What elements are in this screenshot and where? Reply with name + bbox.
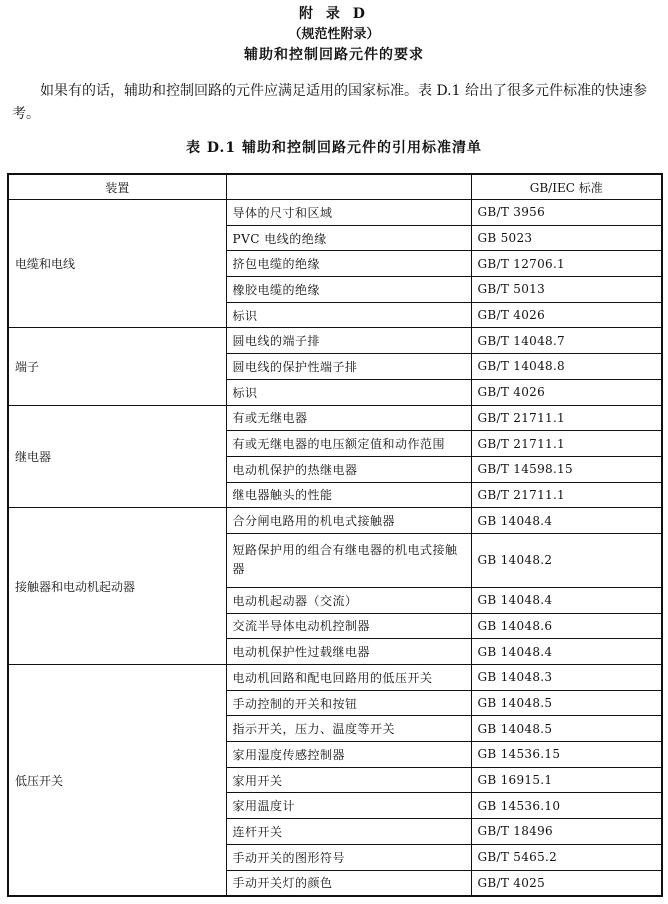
standard-code: GB 14048.4	[471, 587, 662, 613]
standard-code: GB/T 14598.15	[471, 456, 662, 482]
component-item: 手动开关灯的颜色	[226, 870, 471, 896]
standard-code: GB 5023	[471, 225, 662, 251]
device-category: 端子	[8, 328, 226, 405]
device-category: 低压开关	[8, 665, 226, 897]
standard-code: GB 16915.1	[471, 767, 662, 793]
standard-code: GB 14048.3	[471, 665, 662, 691]
component-item: 导体的尺寸和区域	[226, 200, 471, 226]
standard-code: GB 14048.5	[471, 690, 662, 716]
component-item: 电动机保护的热继电器	[226, 456, 471, 482]
standard-code: GB/T 21711.1	[471, 482, 662, 508]
table-row	[8, 200, 662, 226]
component-item: 短路保护用的组合有继电器的机电式接触器	[226, 533, 471, 587]
table-row	[8, 665, 662, 691]
standard-code: GB 14048.5	[471, 716, 662, 742]
component-item: 继电器触头的性能	[226, 482, 471, 508]
standard-code: GB/T 21711.1	[471, 431, 662, 457]
table-header-row	[8, 174, 662, 200]
standard-code: GB 14048.4	[471, 639, 662, 665]
component-item: 橡胶电缆的绝缘	[226, 277, 471, 303]
header-device: 装置	[8, 174, 226, 200]
component-item: 圆电线的端子排	[226, 328, 471, 354]
annex-title: 辅助和控制回路元件的要求	[244, 47, 424, 63]
component-item: 标识	[226, 302, 471, 328]
device-category: 电缆和电线	[8, 200, 226, 328]
standard-code: GB/T 12706.1	[471, 251, 662, 277]
component-item: 标识	[226, 379, 471, 405]
device-category: 继电器	[8, 405, 226, 508]
standard-code: GB 14536.15	[471, 742, 662, 768]
component-item: 手动开关的图形符号	[226, 844, 471, 870]
component-item: 手动控制的开关和按钮	[226, 690, 471, 716]
table-row	[8, 405, 662, 431]
component-item: 家用温度计	[226, 793, 471, 819]
table-caption: 表 D.1 辅助和控制回路元件的引用标准清单	[185, 140, 482, 156]
header-item	[226, 174, 471, 200]
annex-label: 附 录 D	[299, 6, 369, 22]
component-item: 挤包电缆的绝缘	[226, 251, 471, 277]
component-item: 连杆开关	[226, 819, 471, 845]
standard-code: GB/T 3956	[471, 200, 662, 226]
component-item: 合分闸电路用的机电式接触器	[226, 508, 471, 534]
intro-paragraph: 如果有的话，辅助和控制回路的元件应满足适用的国家标准。表 D.1 给出了很多元件标准的快速参考。	[12, 83, 647, 122]
standard-code: GB/T 5465.2	[471, 844, 662, 870]
standards-table	[7, 173, 663, 897]
component-item: PVC 电线的绝缘	[226, 225, 471, 251]
standard-code: GB 14048.6	[471, 613, 662, 639]
component-item: 电动机回路和配电回路用的低压开关	[226, 665, 471, 691]
header-standard: GB/IEC 标准	[471, 174, 662, 200]
component-item: 家用湿度传感控制器	[226, 742, 471, 768]
component-item: 指示开关，压力、温度等开关	[226, 716, 471, 742]
standard-code: GB/T 21711.1	[471, 405, 662, 431]
standard-code: GB/T 18496	[471, 819, 662, 845]
standard-code: GB 14048.2	[471, 533, 662, 587]
normative-label: （规范性附录）	[288, 27, 380, 42]
standard-code: GB/T 4026	[471, 302, 662, 328]
table-row	[8, 508, 662, 534]
standard-code: GB/T 14048.8	[471, 354, 662, 380]
standard-code: GB 14536.10	[471, 793, 662, 819]
standard-code: GB/T 5013	[471, 277, 662, 303]
component-item: 有或无继电器的电压额定值和动作范围	[226, 431, 471, 457]
standard-code: GB/T 14048.7	[471, 328, 662, 354]
component-item: 电动机保护性过载继电器	[226, 639, 471, 665]
component-item: 有或无继电器	[226, 405, 471, 431]
component-item: 圆电线的保护性端子排	[226, 354, 471, 380]
standard-code: GB/T 4026	[471, 379, 662, 405]
component-item: 交流半导体电动机控制器	[226, 613, 471, 639]
table-body	[8, 200, 662, 897]
device-category: 接触器和电动机起动器	[8, 508, 226, 665]
standard-code: GB 14048.4	[471, 508, 662, 534]
component-item: 电动机起动器（交流）	[226, 587, 471, 613]
table-row	[8, 328, 662, 354]
standard-code: GB/T 4025	[471, 870, 662, 896]
component-item: 家用开关	[226, 767, 471, 793]
